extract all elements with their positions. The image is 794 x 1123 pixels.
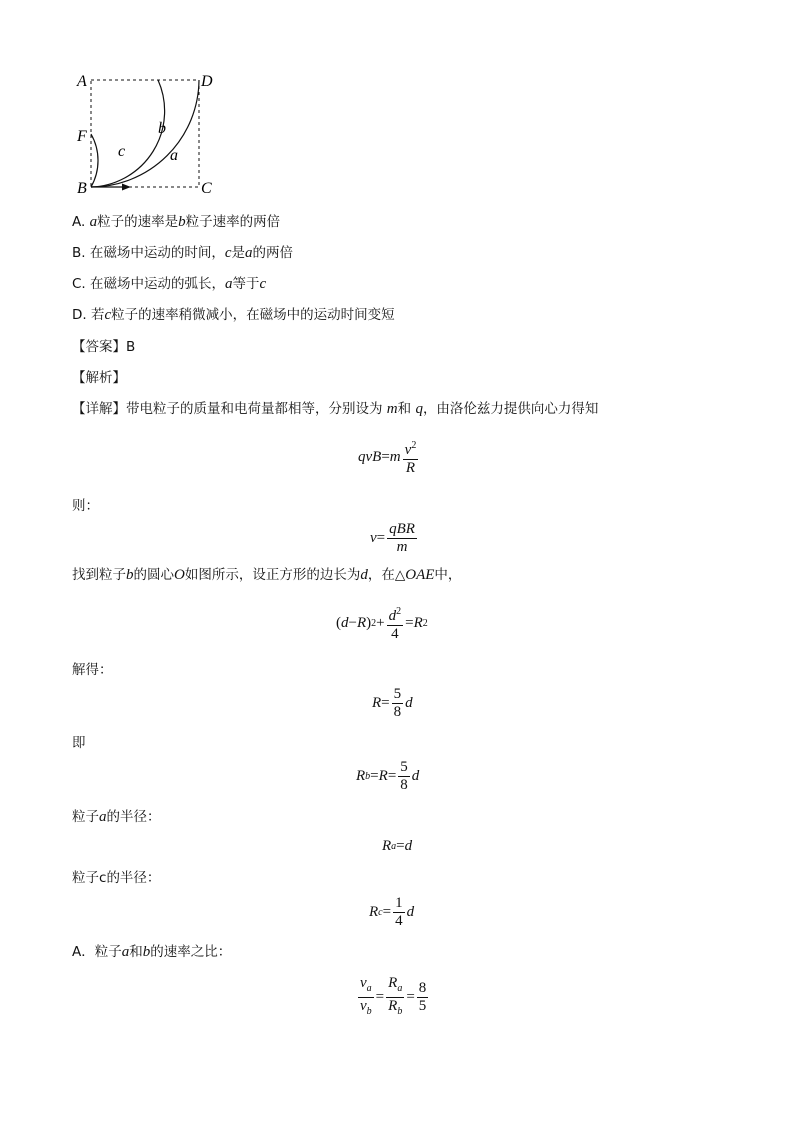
option-d: D. 若c粒子的速率稍微减小，在磁场中的运动时间变短 [72, 307, 395, 323]
equation-radius-a: R a = d [382, 838, 413, 854]
label-B: B [77, 180, 87, 197]
trajectory-a [91, 80, 199, 187]
label-a: a [170, 147, 178, 164]
trajectory-b [91, 80, 165, 187]
equation-radius-c: R c = $\frac{1}{4}$ d [369, 895, 415, 929]
square-boundary [91, 80, 199, 187]
label-C: C [201, 180, 212, 197]
label-D: D [201, 73, 213, 90]
label-c: c [118, 143, 126, 160]
velocity-arrowhead-icon [122, 184, 131, 191]
equation-geometry: ( d − R ) 2 + $\frac{d^2}{4}$ = R 2 [336, 603, 428, 643]
answer-line: 【答案】B [72, 339, 136, 355]
option-c: C. 在磁场中运动的弧长，a等于c [72, 276, 267, 292]
equation-velocity: v = $\frac{\text{qBR}}{m}$ [370, 521, 415, 555]
option-a: A. a粒子的速率是b粒子速率的两倍 [72, 214, 281, 230]
then-label: 则： [72, 498, 99, 514]
radius-c-label: 粒子c的半径： [72, 870, 161, 886]
label-b: b [158, 120, 166, 137]
equation-radius-b: R b = R = $\frac{5}{8}$ d [356, 759, 420, 793]
speed-ratio-label: A．粒子a和b的速率之比： [72, 944, 232, 960]
equation-speed-ratio: $\frac{v_a}{v_b}$ = $\frac{R_a}{R_b}$ = $\frac{8}{5}$ [360, 975, 427, 1017]
magnetic-field-diagram [70, 66, 230, 201]
ie-label: 即 [72, 735, 86, 751]
equation-radius: R = $\frac{5}{8}$ d [372, 686, 413, 720]
trajectory-c [91, 134, 98, 187]
center-line: 找到粒子b的圆心O如图所示，设正方形的边长为d，在△OAE中， [72, 567, 462, 583]
detail-line: 【详解】带电粒子的质量和电荷量都相等，分别设为 m和 q，由洛伦兹力提供向心力得知 [72, 401, 599, 417]
option-b: B. 在磁场中运动的时间，c是a的两倍 [72, 245, 294, 261]
analysis-heading: 【解析】 [72, 370, 126, 386]
equation-lorentz: qvB = m $\frac{v^2}{R}$ [358, 437, 420, 477]
radius-a-label: 粒子a的半径： [72, 809, 161, 825]
solve-label: 解得： [72, 662, 113, 678]
label-F: F [77, 128, 87, 145]
label-A: A [77, 73, 87, 90]
